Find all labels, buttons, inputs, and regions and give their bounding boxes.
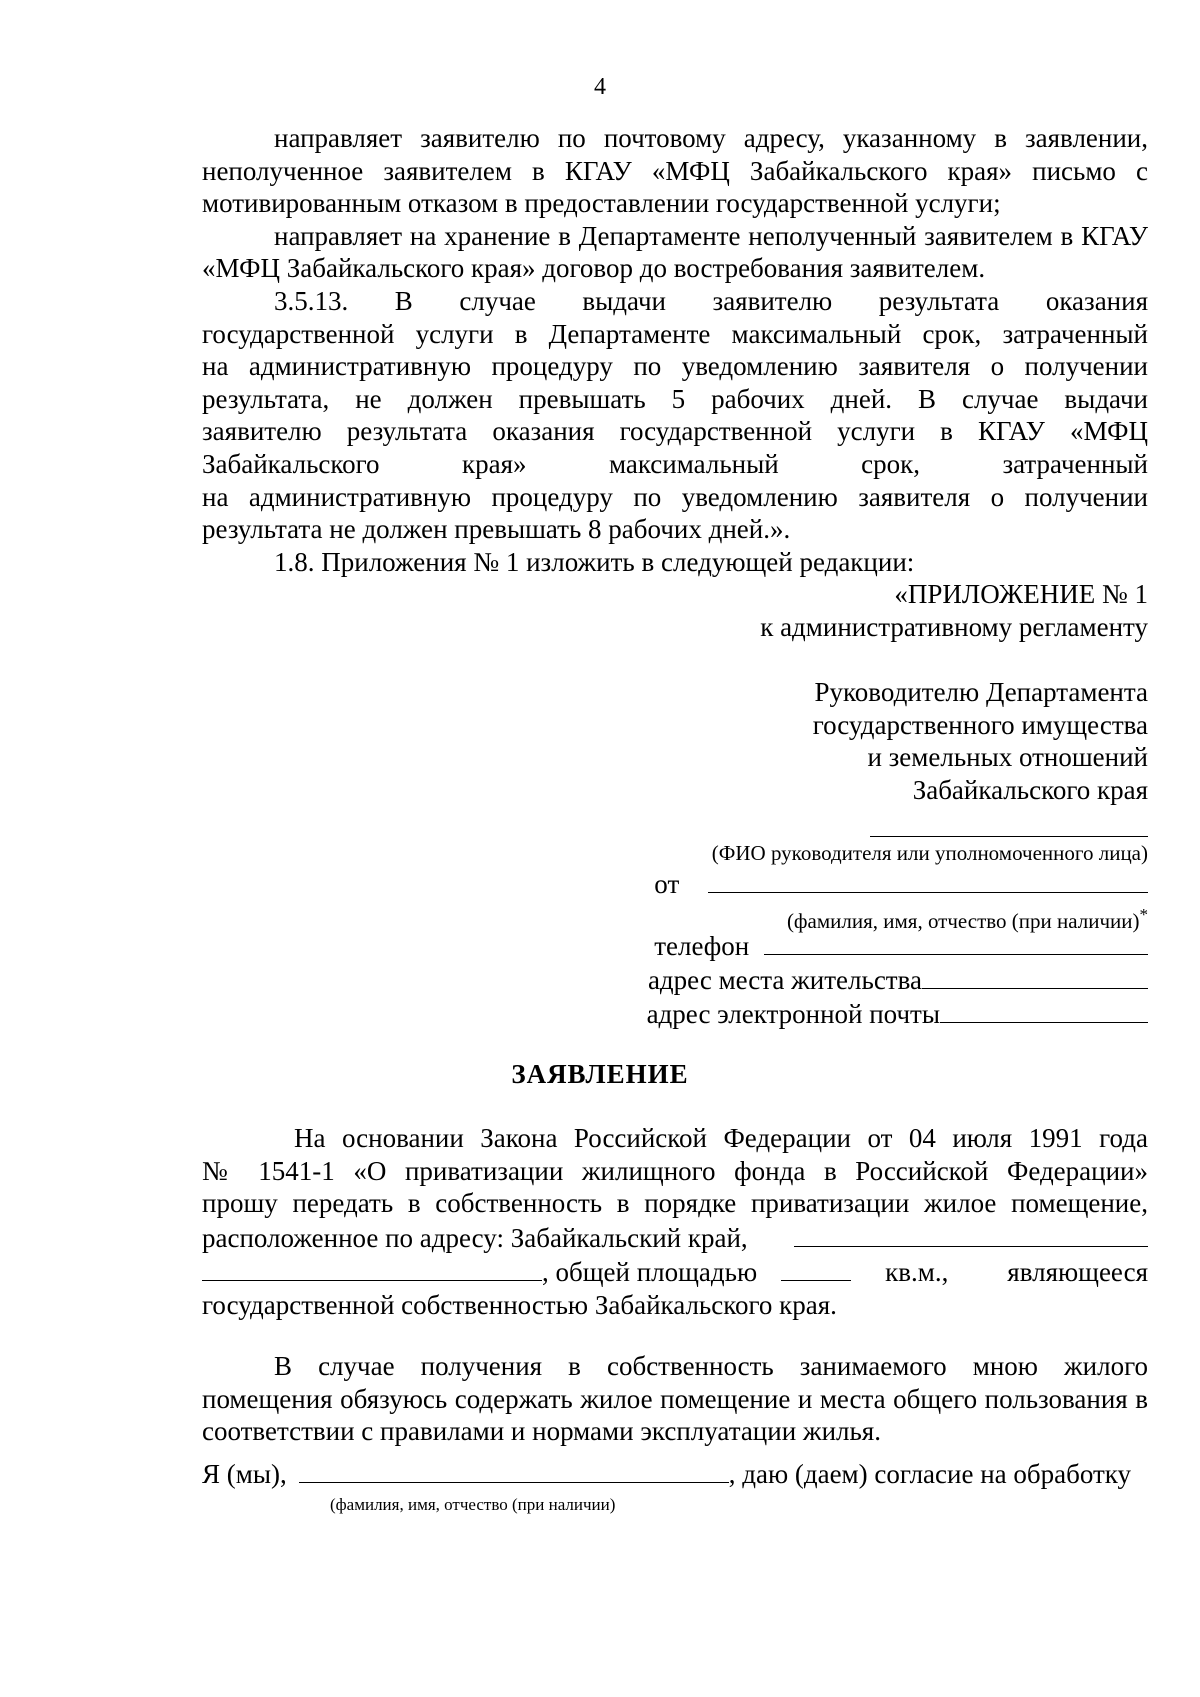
from-field — [654, 866, 1148, 901]
paragraph-3513-line: заявителю результата оказания государственной услуги в КГАУ «МФЦ — [202, 416, 1148, 447]
statement-address-label: расположенное по адресу: Забайкальский край, — [202, 1222, 748, 1253]
address-label: адрес места жительства — [647, 965, 922, 995]
paragraph-3513-line: результата, не должен превышать 5 рабочих дней. В случае выдачи — [202, 383, 1148, 414]
paragraph-3513-line: 3.5.13. В случае выдачи заявителю результата оказания — [274, 285, 1148, 316]
addressee-line: Забайкальского края — [912, 774, 1148, 805]
statement-area-line — [202, 1254, 1148, 1289]
footnote-mark: * — [1139, 905, 1148, 924]
addressee-line: Руководителю Департамента — [814, 677, 1148, 707]
statement-line: государственной собственностью Забайкальского края. — [202, 1289, 837, 1320]
phone-blank[interactable] — [764, 928, 1148, 955]
email-blank[interactable] — [940, 996, 1148, 1023]
page-number: 4 — [594, 74, 606, 100]
paragraph-store-contract: направляет на хранение в Департаменте неполученный заявителем в КГАУ «МФЦ Забайкальского края» договор до востребования заявителем. — [202, 220, 1148, 284]
from-blank[interactable] — [708, 866, 1148, 893]
statement-body — [202, 1122, 1148, 1322]
address-blank[interactable] — [922, 962, 1148, 989]
consent-start: Я (мы), — [202, 1459, 287, 1489]
phone-field — [654, 928, 1148, 963]
addressee-block — [813, 676, 1148, 806]
paragraph-3513-line: на административную процедуру по уведомлению заявителя о получении — [202, 481, 1148, 512]
from-label: от — [654, 869, 680, 899]
addressee-line: государственного имущества — [812, 709, 1148, 740]
statement-address-line — [202, 1220, 1148, 1255]
area-label: , общей площадью — [542, 1257, 758, 1288]
statement-line: На основании Закона Российской Федерации от 04 июля 1991 года — [294, 1123, 1148, 1153]
appendix-subtitle: к административному регламенту — [760, 611, 1148, 642]
address-field — [648, 962, 1148, 997]
statement-obligation: В случае получения в собственность занимаемого мною жилого помещения обязуюсь содержать жилое помещение и места общего пользования в соответствии с правилами и нормами эксплуатации жилья. — [202, 1351, 1148, 1447]
area-unit-label: кв.м., являющееся — [885, 1257, 1148, 1288]
statement-title: ЗАЯВЛЕНИЕ — [511, 1059, 689, 1089]
paragraph-send-refusal: направляет заявителю по почтовому адресу, указанному в заявлении, неполученное заявителем в КГАУ «МФЦ Забайкальского края» письмо с мотивированным отказом в предоставлении государственной услуги; — [202, 123, 1148, 219]
consent-line — [202, 1456, 1148, 1491]
consent-name-blank[interactable] — [299, 1456, 729, 1483]
address-blank-2[interactable] — [202, 1254, 542, 1281]
head-name-blank[interactable] — [870, 810, 1148, 837]
consent-caption: (фамилия, имя, отчество (при наличии) — [330, 1495, 616, 1514]
from-caption-text: (фамилия, имя, отчество (при наличии) — [786, 909, 1140, 933]
paragraph-3513-line: Забайкальского края» максимальный срок, затраченный — [202, 448, 1148, 479]
paragraph-3513-last-line: результата не должен превышать 8 рабочих дней.». — [202, 514, 791, 545]
consent-end: , даю (даем) согласие на обработку — [728, 1459, 1132, 1489]
email-label: адрес электронной почты — [646, 999, 940, 1029]
head-name-caption: (ФИО руководителя или уполномоченного лица) — [711, 841, 1148, 865]
email-field — [647, 996, 1148, 1031]
paragraph-appendix-change: 1.8. Приложения № 1 изложить в следующей редакции: — [274, 546, 915, 577]
main-text — [202, 122, 1148, 644]
addressee-line: и земельных отношений — [867, 742, 1148, 773]
address-blank-1[interactable] — [794, 1220, 1148, 1247]
paragraph-3513-line: на административную процедуру по уведомлению заявителя о получении — [202, 351, 1148, 382]
phone-label: телефон — [654, 931, 750, 961]
statement-line: № 1541-1 «О приватизации жилищного фонда в Российской Федерации» — [202, 1155, 1148, 1186]
statement-line: прошу передать в собственность в порядке приватизации жилое помещение, — [202, 1188, 1148, 1219]
area-blank[interactable] — [781, 1254, 851, 1281]
paragraph-3513-line: государственной услуги в Департаменте максимальный срок, затраченный — [202, 318, 1148, 349]
appendix-title: «ПРИЛОЖЕНИЕ № 1 — [894, 579, 1148, 610]
